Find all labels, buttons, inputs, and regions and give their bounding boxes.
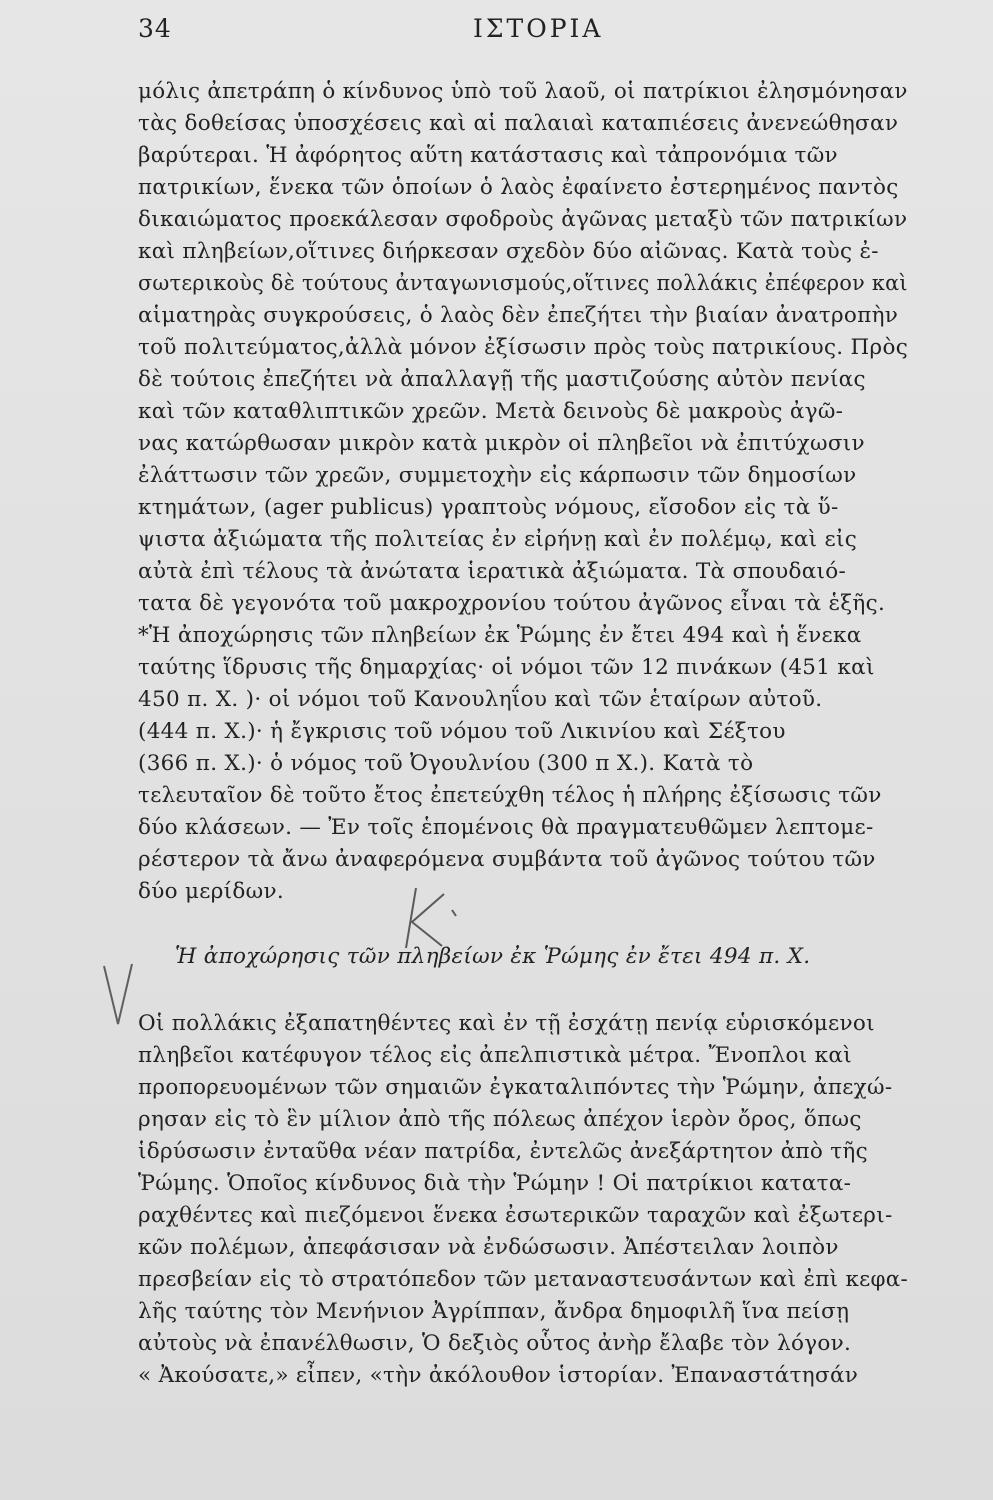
page-number: 34 xyxy=(138,14,172,43)
text-line: δύο κλάσεων. — Ἐν τοῖς ἑπομένοις θὰ πραγματευθῶμεν λεπτομε- xyxy=(138,815,874,840)
section-heading: Ἡ ἀποχώρησις τῶν πληβείων ἐκ Ῥώμης ἐν ἔτει 494 π. Χ. xyxy=(175,944,811,969)
text-line: αἱματηρὰς συγκρούσεις, ὁ λαὸς δὲν ἐπεζήτει τὴν βιαίαν ἀνατροπὴν xyxy=(138,303,899,328)
text-line: 450 π. Χ. )· οἱ νόμοι τοῦ Κανουληΐου καὶ τῶν ἑταίρων αὐτοῦ. xyxy=(138,687,823,712)
text-line: τὰς δοθείσας ὑποσχέσεις καὶ αἱ παλαιαὶ καταπιέσεις ἀνενεώθησαν xyxy=(138,111,899,136)
text-line: δὲ τούτοις ἐπεζήτει νὰ ἀπαλλαγῇ τῆς μαστιζούσης αὐτὸν πενίας xyxy=(138,367,866,392)
text-line: πατρικίων, ἕνεκα τῶν ὁποίων ὁ λαὸς ἐφαίνετο ἐστερημένος παντὸς xyxy=(138,175,899,200)
text-line: σωτερικοὺς δὲ τούτους ἀνταγωνισμούς,οἵτινες πολλάκις ἐπέφερον καὶ xyxy=(138,271,908,296)
text-line: λῆς ταύτης τὸν Μενήνιον Ἀγρίππαν, ἄνδρα δημοφιλῆ ἵνα πείσῃ xyxy=(138,1299,850,1324)
text-line: καὶ τῶν καταθλιπτικῶν χρεῶν. Μετὰ δεινοὺς δὲ μακροὺς ἀγῶ- xyxy=(138,399,844,424)
text-line: Οἱ πολλάκις ἐξαπατηθέντες καὶ ἐν τῇ ἐσχάτῃ πενίᾳ εὑρισκόμενοι xyxy=(138,1011,875,1036)
text-line: ἐλάττωσιν τῶν χρεῶν, συμμετοχὴν εἰς κάρπωσιν τῶν δημοσίων xyxy=(138,463,857,488)
text-line: κῶν πολέμων, ἀπεφάσισαν νὰ ἐνδώσωσιν. Ἀπέστειλαν λοιπὸν xyxy=(138,1235,839,1260)
text-line: κτημάτων, (ager publicus) γραπτοὺς νόμους, εἴσοδον εἰς τὰ ὕ- xyxy=(138,495,839,520)
pencil-check-mark xyxy=(100,960,140,1030)
text-line: ἱδρύσωσιν ἐνταῦθα νέαν πατρίδα, ἐντελῶς ἀνεξάρτητον ἀπὸ τῆς xyxy=(138,1139,868,1164)
text-line: τατα δὲ γεγονότα τοῦ μακροχρονίου τούτου ἀγῶνος εἶναι τὰ ἑξῆς. xyxy=(138,591,886,616)
text-line: ψιστα ἀξιώματα τῆς πολιτείας ἐν εἰρήνῃ καὶ ἐν πολέμῳ, καὶ εἰς xyxy=(138,527,858,552)
text-line: καὶ πληβείων,οἵτινες διήρκεσαν σχεδὸν δύο αἰῶνας. Κατὰ τοὺς ἐ- xyxy=(138,239,879,264)
text-line: δύο μερίδων. xyxy=(138,879,284,904)
text-line: τοῦ πολιτεύματος,ἀλλὰ μόνον ἐξίσωσιν πρὸς τοὺς πατρικίους. Πρὸς xyxy=(138,335,909,360)
text-line: βαρύτεραι. Ἡ ἀφόρητος αὕτη κατάστασις καὶ τἀπρονόμια τῶν xyxy=(138,143,838,168)
text-line: « Ἀκούσατε,» εἶπεν, «τὴν ἀκόλουθον ἱστορίαν. Ἐπαναστάτησάν xyxy=(138,1363,859,1388)
text-line: πρεσβείαν εἰς τὸ στρατόπεδον τῶν μεταναστευσάντων καὶ ἐπὶ κεφα- xyxy=(138,1267,909,1292)
text-line: Ῥώμης. Ὁποῖος κίνδυνος διὰ τὴν Ῥώμην ! Οἱ πατρίκιοι κατατα- xyxy=(138,1171,852,1196)
text-line: *Ἡ ἀποχώρησις τῶν πληβείων ἐκ Ῥώμης ἐν ἔτει 494 καὶ ἡ ἕνεκα xyxy=(138,623,862,648)
text-line: αὐτοὺς νὰ ἐπανέλθωσιν, Ὁ δεξιὸς οὗτος ἀνὴρ ἔλαβε τὸν λόγον. xyxy=(138,1331,852,1356)
text-line: πληβεῖοι κατέφυγον τέλος εἰς ἀπελπιστικὰ μέτρα. Ἔνοπλοι καὶ xyxy=(138,1043,852,1068)
text-line: νας κατώρθωσαν μικρὸν κατὰ μικρὸν οἱ πληβεῖοι νὰ ἐπιτύχωσιν xyxy=(138,431,865,456)
text-line: (444 π. Χ.)· ἡ ἔγκρισις τοῦ νόμου τοῦ Λικινίου καὶ Σέξτου xyxy=(138,719,786,744)
text-line: ρησαν εἰς τὸ ἓν μίλιον ἀπὸ τῆς πόλεως ἀπέχον ἱερὸν ὄρος, ὅπως xyxy=(138,1107,862,1132)
text-line: δικαιώματος προεκάλεσαν σφοδροὺς ἀγῶνας μεταξὺ τῶν πατρικίων xyxy=(138,207,908,232)
running-title: ΙΣΤΟΡΙΑ xyxy=(473,14,604,43)
text-line: ρέστερον τὰ ἄνω ἀναφερόμενα συμβάντα τοῦ ἀγῶνος τούτου τῶν xyxy=(138,847,876,872)
text-line: (366 π. Χ.)· ὁ νόμος τοῦ Ὀγουλνίου (300 π Χ.). Κατὰ τὸ xyxy=(138,751,754,776)
text-line: αὐτὰ ἐπὶ τέλους τὰ ἀνώτατα ἱερατικὰ ἀξιώματα. Τὰ σπουδαιό- xyxy=(138,559,847,584)
text-line: ταύτης ἵδρυσις τῆς δημαρχίας· οἱ νόμοι τῶν 12 πινάκων (451 καὶ xyxy=(138,655,875,680)
text-line: ραχθέντες καὶ πιεζόμενοι ἕνεκα ἐσωτερικῶν ταραχῶν καὶ ἐξωτερι- xyxy=(138,1203,893,1228)
page-header xyxy=(138,14,908,54)
text-line: τελευταῖον δὲ τοῦτο ἔτος ἐπετεύχθη τέλος ἡ πλήρης ἐξίσωσις τῶν xyxy=(138,783,882,808)
text-line: μόλις ἀπετράπη ὁ κίνδυνος ὑπὸ τοῦ λαοῦ, οἱ πατρίκιοι ἐλησμόνησαν xyxy=(138,79,908,104)
text-line: προπορευομένων τῶν σημαιῶν ἐγκαταλιπόντες τὴν Ῥώμην, ἀπεχώ- xyxy=(138,1075,893,1100)
